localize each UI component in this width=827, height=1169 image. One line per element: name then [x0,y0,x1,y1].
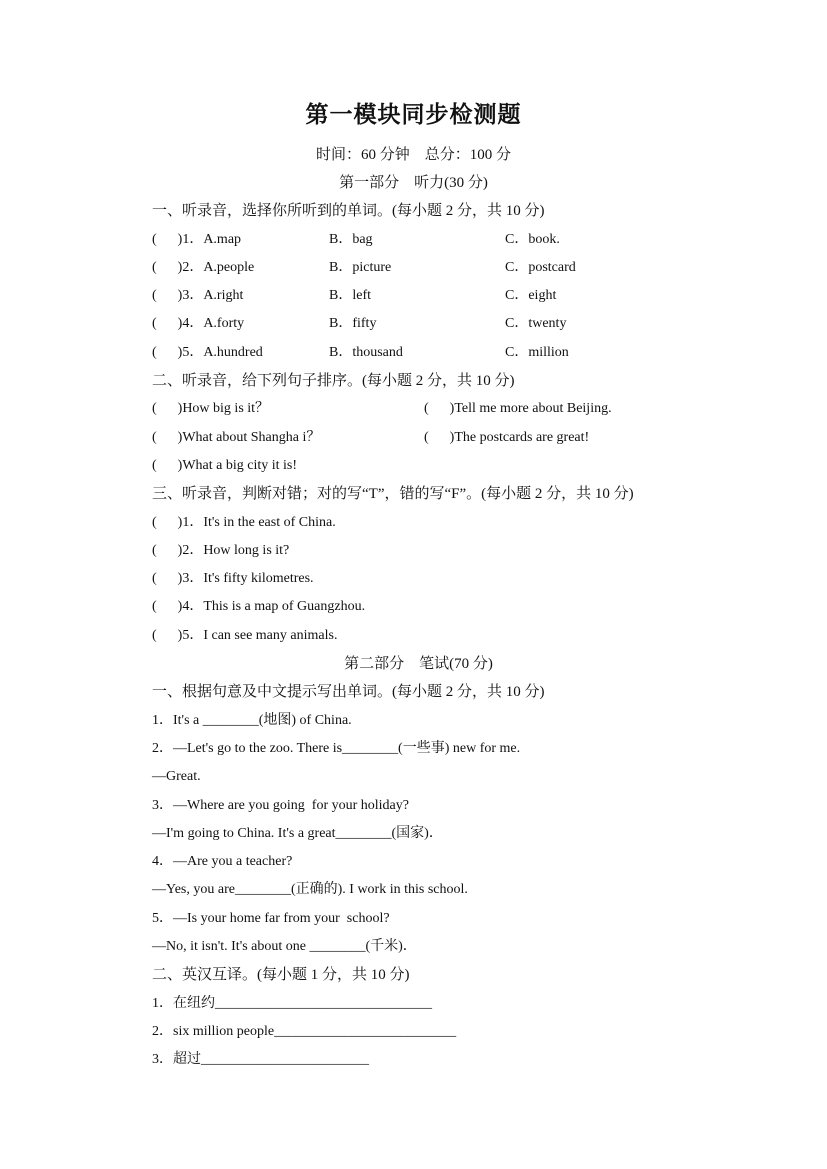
mcq-option-c: C．postcard [505,259,576,275]
listening-mcq-heading: 一、听录音，选择你所听到的单词。(每小题 2 分，共 10 分) [152,203,545,220]
mcq-row [152,339,685,367]
page-title: 第一模块同步检测题 [305,102,522,127]
mcq-option-c: C．twenty [505,316,567,332]
fill-line: —No, it isn't. It's about one ________(千米)． [152,939,417,955]
ordering-sentence-right: ( )The postcards are great! [424,429,590,445]
mcq-option-b: B．bag [329,231,373,247]
written-translation-heading: 二、英汉互译。(每小题 1 分，共 10 分) [152,967,410,984]
fill-line: —I'm going to China. It's a great________(国家)． [152,825,443,841]
ordering-sentence-left: ( )How big is it？ [152,401,270,417]
tf-row: ( )1．It's in the east of China. [152,514,336,530]
mcq-row [152,254,685,282]
ordering-row [152,424,685,452]
mcq-row [152,282,685,310]
ordering-sentence-left: ( )What about Shangha i？ [152,429,321,445]
translation-line: 1．在纽约_______________________________ [152,995,432,1011]
tf-row: ( )5．I can see many animals. [152,627,338,643]
listening-ordering-heading: 二、听录音，给下列句子排序。(每小题 2 分，共 10 分) [152,373,515,390]
fill-line: 3．—Where are you going for your holiday? [152,797,409,813]
mcq-option-a: ( )4．A.forty [152,316,245,332]
mcq-option-a: ( )3．A.right [152,288,244,304]
mcq-option-b: B．thousand [329,344,403,360]
fill-line: —Yes, you are________(正确的). I work in this school. [152,882,468,898]
mcq-row [152,310,685,338]
fill-line: 2．—Let's go to the zoo. There is________(一些事) new for me. [152,740,521,756]
tf-row: ( )4．This is a map of Guangzhou. [152,599,366,615]
translation-line: 3．超过________________________ [152,1052,369,1068]
mcq-option-b: B．picture [329,259,392,275]
mcq-option-c: C．million [505,344,569,360]
ordering-row [152,452,685,480]
part2-heading: 第二部分 笔试(70 分) [344,656,493,673]
mcq-option-a: ( )1．A.map [152,231,242,247]
mcq-option-b: B．left [329,288,371,304]
mcq-option-c: C．eight [505,288,557,304]
part1-heading: 第一部分 听力(30 分) [339,175,488,191]
ordering-sentence-right: ( )Tell me more about Beijing. [424,401,612,417]
mcq-row [152,226,685,254]
fill-line: 1．It's a ________(地图) of China. [152,712,352,728]
written-fill-heading: 一、根据句意及中文提示写出单词。(每小题 2 分，共 10 分) [152,684,545,701]
ordering-sentence-left: ( )What a big city it is! [152,457,298,473]
translation-line: 2．six million people__________________________ [152,1023,457,1039]
paper-body [152,197,685,1074]
time-score-meta: 时间：60 分钟 总分：100 分 [315,147,511,163]
fill-line: —Great. [152,769,201,785]
mcq-option-b: B．fifty [329,316,377,332]
ordering-sentence-right [424,452,685,480]
tf-row: ( )3．It's fifty kilometres. [152,571,314,587]
mcq-option-a: ( )5．A.hundred [152,344,263,360]
mcq-option-c: C．book. [505,231,560,247]
fill-line: 5．—Is your home far from your school? [152,910,390,926]
fill-line: 4．—Are you a teacher? [152,854,293,870]
mcq-option-a: ( )2．A.people [152,259,255,275]
listening-tf-heading: 三、听录音，判断对错；对的写“T”，错的写“F”。(每小题 2 分，共 10 分) [152,486,634,503]
ordering-row [152,395,685,423]
tf-row: ( )2．How long is it? [152,542,290,558]
